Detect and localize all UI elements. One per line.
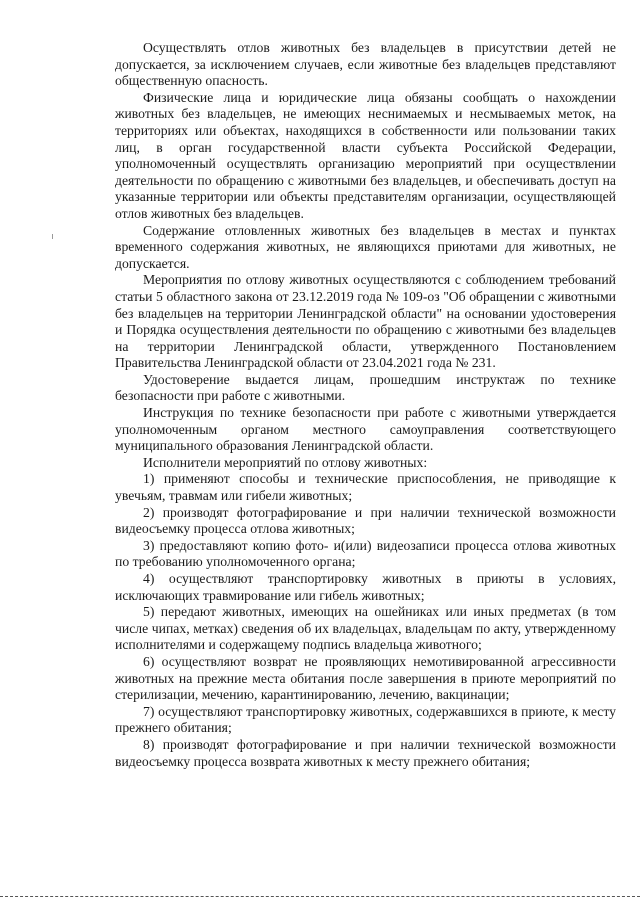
document-page <box>115 40 616 770</box>
paragraph-reporting-duty: Физические лица и юридические лица обязаны сообщать о нахождении животных без владельцев, не имеющих неснимаемых и несмываемых меток, на территориях или объектах, находящихся в собственности или пользовании таких лиц, в орган государственной власти субъекта Российской Федерации, уполномоченный осуществлять организацию мероприятий при осуществлении деятельности по обращению с животными без владельцев, и обеспечивать доступ на указанные территории или объекты представителям организации, осуществляющей отлов животных без владельцев. <box>115 89 616 221</box>
paragraph-legal-basis: Мероприятия по отлову животных осуществляются с соблюдением требований статьи 5 областного закона от 23.12.2019 года № 109-оз "Об обращении с животными без владельцев на территории Ленинградской области" на основании удостоверения и Порядка осуществления деятельности по обращению с животными без владельцев на территории Ленинградской области, утвержденного Постановлением Правительства Ленинградской области от 23.04.2021 года № 231. <box>115 272 616 371</box>
paragraph-temporary-holding: Содержание отловленных животных без владельцев в местах и пунктах временного содержания животных, не являющихся приютами для животных, не допускается. <box>115 222 616 271</box>
scan-margin-mark <box>52 234 53 239</box>
list-item-7: 7) осуществляют транспортировку животных, содержавшихся в приюте, к месту прежнего обитания; <box>115 703 616 736</box>
paragraph-escape-children: Осуществлять отлов животных без владельцев в присутствии детей не допускается, за исключением случаев, если животные без владельцев представляют общественную опасность. <box>115 40 616 89</box>
paragraph-executors-heading: Исполнители мероприятий по отлову животных: <box>143 454 428 470</box>
list-item-8: 8) производят фотографирование и при наличии технической возможности видеосъемку процесса возврата животных к месту прежнего обитания; <box>115 736 616 769</box>
list-item-1: 1) применяют способы и технические приспособления, не приводящие к увечьям, травмам или гибели животных; <box>115 471 616 504</box>
list-item-3: 3) предоставляют копию фото- и(или) видеозаписи процесса отлова животных по требованию уполномоченного органа; <box>115 537 616 570</box>
paragraph-certificate: Удостоверение выдается лицам, прошедшим инструктаж по технике безопасности при работе с животными. <box>115 371 616 404</box>
list-item-6: 6) осуществляют возврат не проявляющих немотивированной агрессивности животных на прежние места обитания после завершения в приюте мероприятий по стерилизации, мечению, карантинированию, лечению, вакцинации; <box>115 653 616 703</box>
list-item-4: 4) осуществляют транспортировку животных в приюты в условиях, исключающих травмирование или гибель животных; <box>115 571 616 603</box>
list-item-2: 2) производят фотографирование и при наличии технической возможности видеосъемку процесса отлова животных; <box>115 504 616 537</box>
list-item-5: 5) передают животных, имеющих на ошейниках или иных предметах (в том числе чипах, метках) сведения об их владельцах, владельцам по акту, утвержденному исполнителями и содержащему подпись владельца животного; <box>115 604 616 653</box>
page-bottom-rule <box>0 896 640 897</box>
paragraph-safety-instruction: Инструкция по технике безопасности при работе с животными утверждается уполномоченным органом местного самоуправления соответствующего муниципального образования Ленинградской области. <box>115 405 616 454</box>
